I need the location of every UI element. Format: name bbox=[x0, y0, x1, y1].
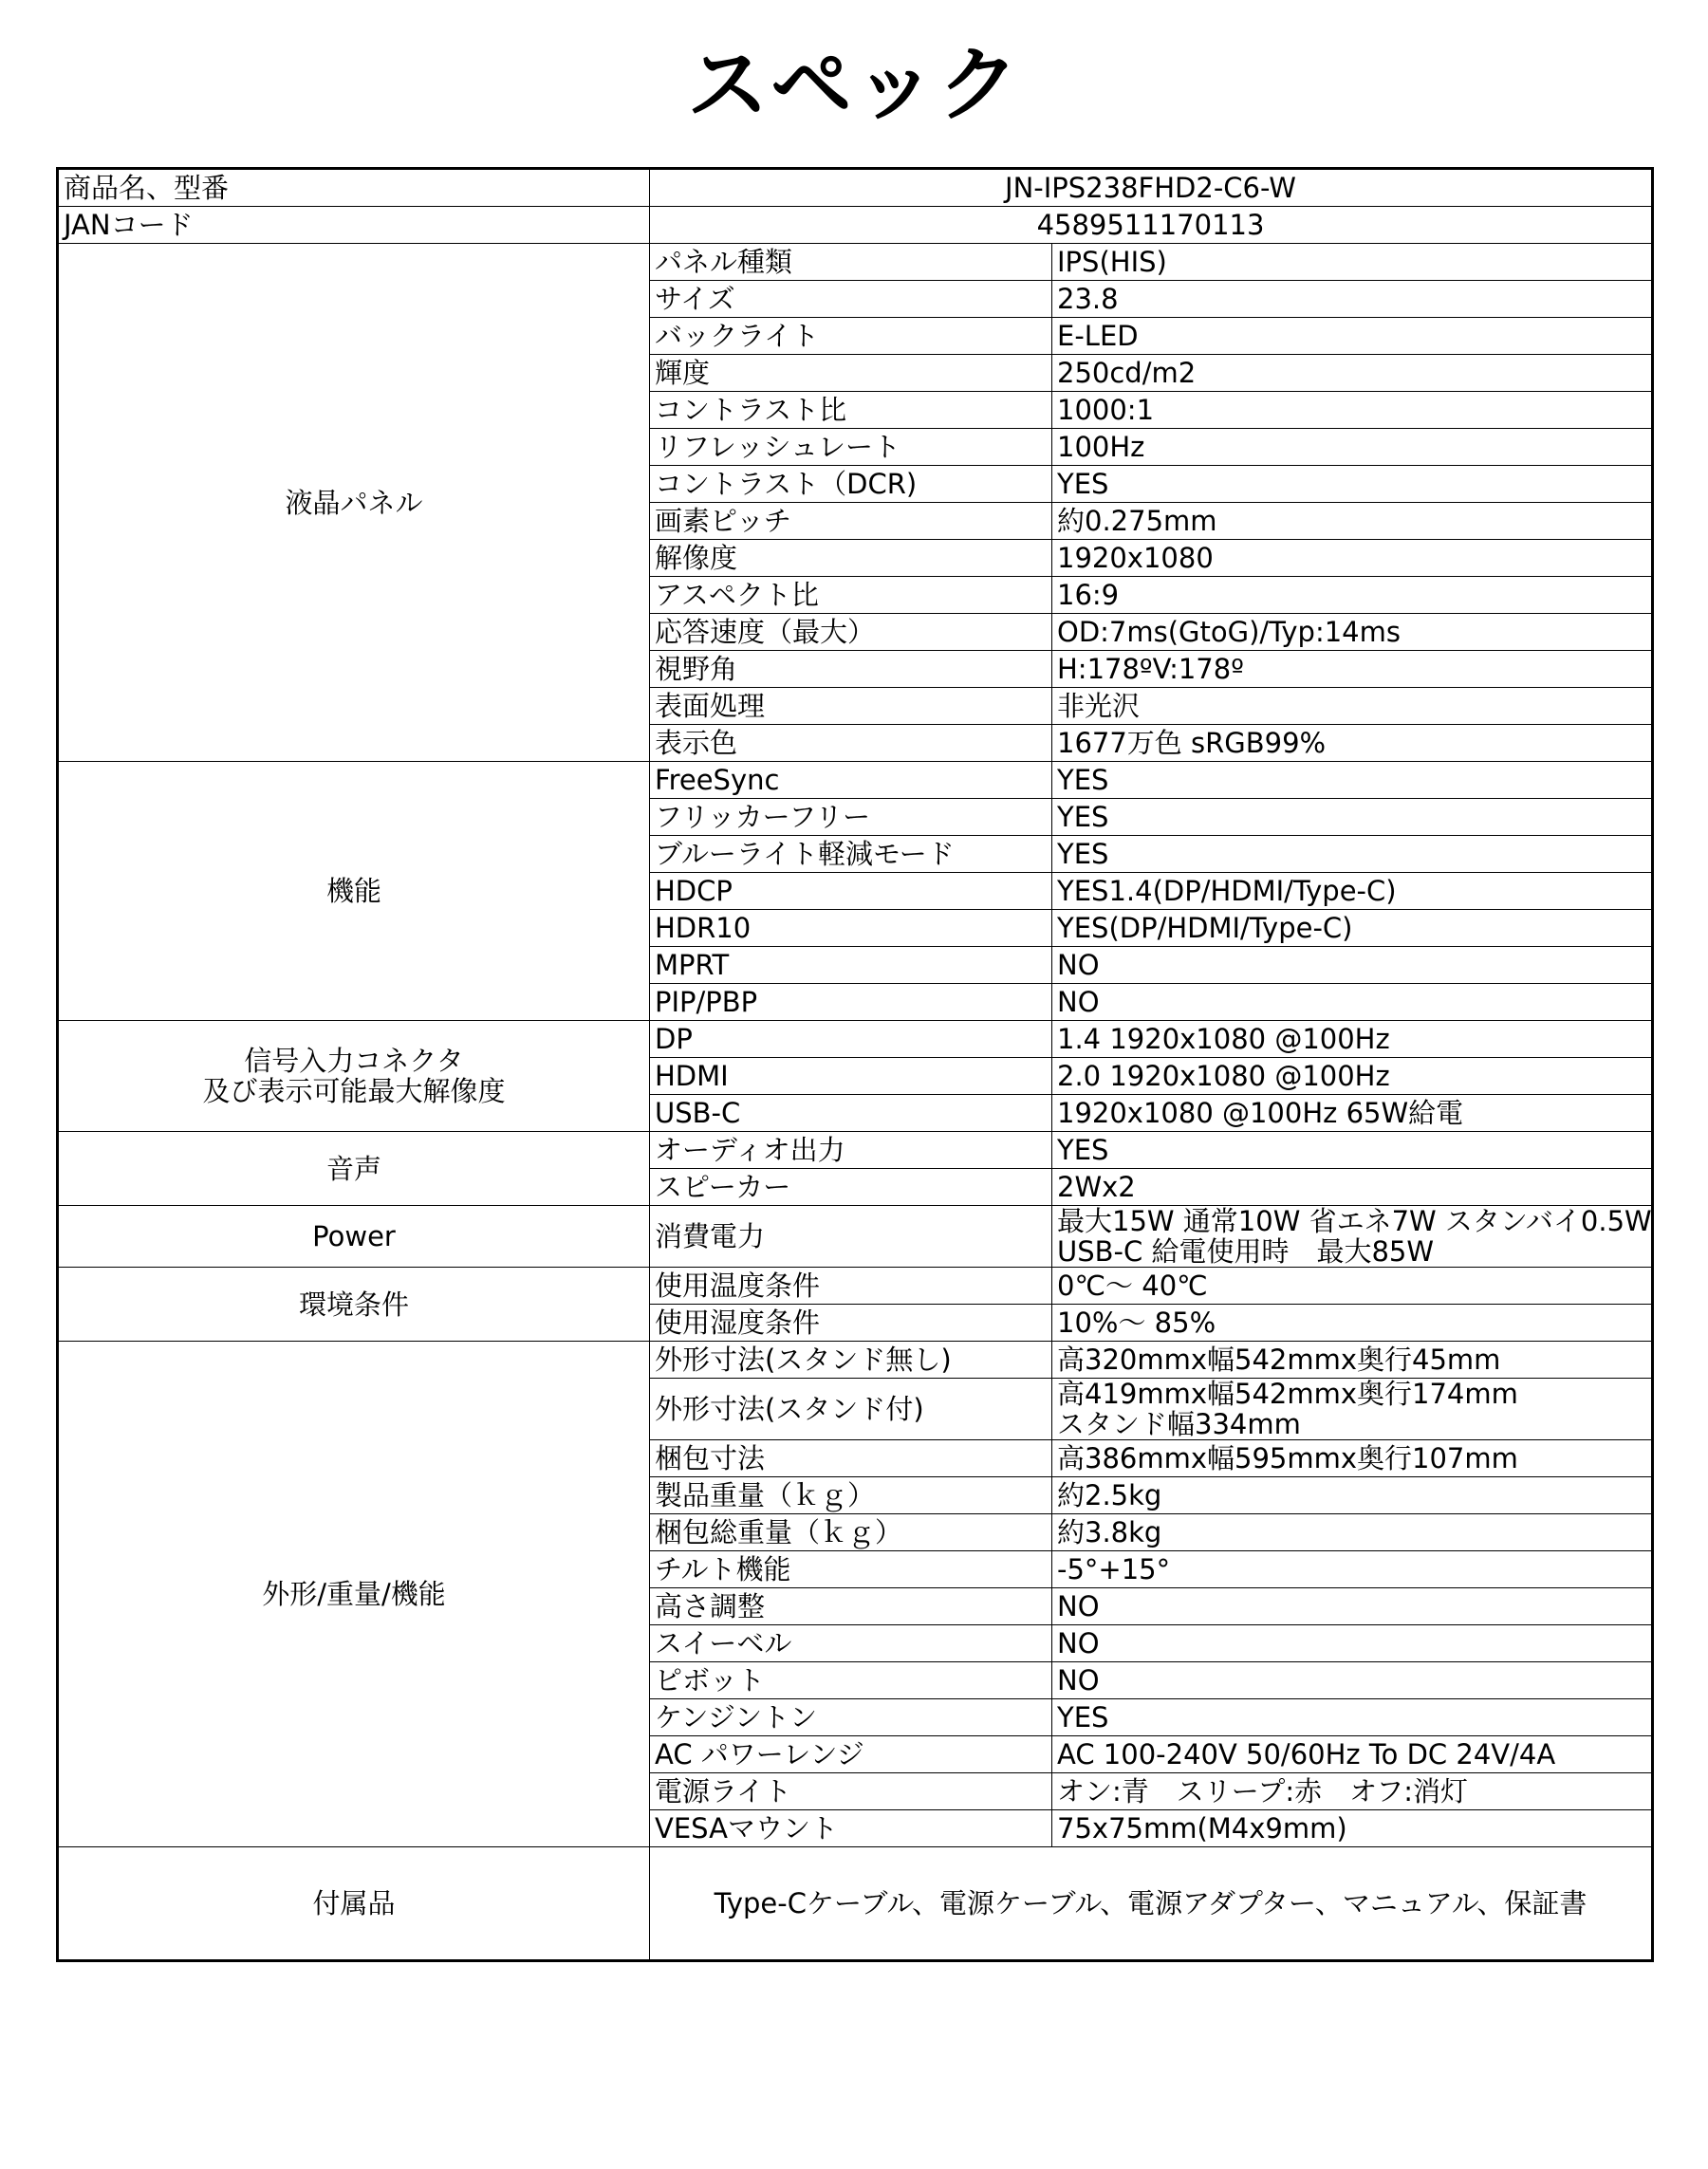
item-label: チルト機能 bbox=[650, 1551, 1052, 1588]
page-title: スペック bbox=[687, 38, 1021, 133]
item-value bbox=[1052, 984, 1653, 1021]
item-value-line: 高386mmx幅595mmx奥行107mm bbox=[1057, 1442, 1518, 1474]
item-value-line: 1677万色 sRGB99% bbox=[1057, 727, 1327, 759]
item-value bbox=[1052, 577, 1653, 614]
spec-row bbox=[58, 1342, 1653, 1379]
item-label: 外形寸法(スタンド付) bbox=[650, 1379, 1052, 1440]
item-value-line: 2.0 1920x1080 @100Hz bbox=[1057, 1060, 1390, 1092]
item-value-line: YES bbox=[1057, 801, 1109, 833]
item-label: アスペクト比 bbox=[650, 577, 1052, 614]
spec-value: 4589511170113 bbox=[650, 207, 1653, 244]
category-cell bbox=[58, 244, 650, 762]
spec-row bbox=[58, 1206, 1653, 1268]
category-cell bbox=[58, 1342, 650, 1847]
spec-row bbox=[58, 207, 1653, 244]
item-value bbox=[1052, 1268, 1653, 1305]
item-value-line: 23.8 bbox=[1057, 283, 1119, 315]
item-label: コントラスト比 bbox=[650, 392, 1052, 429]
item-label: DP bbox=[650, 1021, 1052, 1058]
item-value bbox=[1052, 1477, 1653, 1514]
item-value bbox=[1052, 1021, 1653, 1058]
item-value-line: 75x75mm(M4x9mm) bbox=[1057, 1812, 1347, 1845]
item-value-line: YES bbox=[1057, 1134, 1109, 1166]
accessories-row bbox=[58, 1847, 1653, 1961]
item-label: 使用湿度条件 bbox=[650, 1305, 1052, 1342]
category-cell bbox=[58, 1206, 650, 1268]
item-value-line: YES1.4(DP/HDMI/Type-C) bbox=[1057, 875, 1397, 907]
item-label: MPRT bbox=[650, 947, 1052, 984]
item-value bbox=[1052, 1440, 1653, 1477]
item-label: 画素ピッチ bbox=[650, 503, 1052, 540]
item-label: スピーカー bbox=[650, 1169, 1052, 1206]
item-value-line: 1920x1080 @100Hz 65W給電 bbox=[1057, 1097, 1464, 1129]
item-value bbox=[1052, 873, 1653, 910]
item-label: USB-C bbox=[650, 1095, 1052, 1132]
item-value-line: NO bbox=[1057, 1590, 1100, 1622]
item-value bbox=[1052, 1810, 1653, 1847]
item-value bbox=[1052, 1132, 1653, 1169]
item-value bbox=[1052, 1169, 1653, 1206]
item-value-line: YES bbox=[1057, 468, 1109, 500]
item-label: サイズ bbox=[650, 281, 1052, 318]
category-label: 機能 bbox=[325, 875, 381, 907]
item-value-line: 非光沢 bbox=[1057, 690, 1141, 722]
item-value-line: NO bbox=[1057, 986, 1100, 1018]
category-label: 外形/重量/機能 bbox=[262, 1578, 446, 1610]
item-value-line: 2Wx2 bbox=[1057, 1171, 1136, 1203]
item-value-line: スタンド幅334mm bbox=[1057, 1408, 1301, 1440]
item-value bbox=[1052, 1625, 1653, 1662]
item-label: HDMI bbox=[650, 1058, 1052, 1095]
item-label: 輝度 bbox=[650, 355, 1052, 392]
category-cell bbox=[58, 1268, 650, 1342]
item-value-line: 1.4 1920x1080 @100Hz bbox=[1057, 1023, 1390, 1055]
item-label: FreeSync bbox=[650, 762, 1052, 799]
item-value-line: NO bbox=[1057, 1664, 1100, 1696]
item-value-line: NO bbox=[1057, 949, 1100, 981]
item-value bbox=[1052, 836, 1653, 873]
item-value bbox=[1052, 318, 1653, 355]
item-label: 解像度 bbox=[650, 540, 1052, 577]
spec-row bbox=[58, 244, 1653, 281]
item-value-line: 16:9 bbox=[1057, 579, 1120, 611]
category-cell bbox=[58, 1132, 650, 1206]
item-label: フリッカーフリー bbox=[650, 799, 1052, 836]
item-value bbox=[1052, 244, 1653, 281]
item-value-line: YES(DP/HDMI/Type-C) bbox=[1057, 912, 1353, 944]
accessories-value: Type-Cケーブル、電源ケーブル、電源アダプター、マニュアル、保証書 bbox=[650, 1847, 1653, 1961]
item-value-line: オン:青 スリープ:赤 オフ:消灯 bbox=[1057, 1775, 1468, 1808]
category-cell bbox=[58, 1021, 650, 1132]
item-value-line: YES bbox=[1057, 1701, 1109, 1733]
item-label: 梱包寸法 bbox=[650, 1440, 1052, 1477]
item-label: 外形寸法(スタンド無し) bbox=[650, 1342, 1052, 1379]
item-value bbox=[1052, 1058, 1653, 1095]
item-value bbox=[1052, 1588, 1653, 1625]
item-value-line: USB-C 給電使用時 最大85W bbox=[1057, 1235, 1435, 1268]
item-label: HDCP bbox=[650, 873, 1052, 910]
item-value-line: NO bbox=[1057, 1627, 1100, 1659]
category-cell bbox=[58, 762, 650, 1021]
spec-row bbox=[58, 1132, 1653, 1169]
item-label: 視野角 bbox=[650, 651, 1052, 688]
item-value bbox=[1052, 762, 1653, 799]
item-label: パネル種類 bbox=[650, 244, 1052, 281]
item-value-line: YES bbox=[1057, 838, 1109, 870]
spec-row bbox=[58, 762, 1653, 799]
item-value bbox=[1052, 1699, 1653, 1736]
spec-table bbox=[56, 167, 1654, 1962]
item-value-line: AC 100-240V 50/60Hz To DC 24V/4A bbox=[1057, 1738, 1556, 1770]
item-value bbox=[1052, 281, 1653, 318]
category-label: 音声 bbox=[325, 1152, 381, 1185]
item-value-line: IPS(HIS) bbox=[1057, 246, 1167, 278]
item-value bbox=[1052, 1551, 1653, 1588]
category-label: 及び表示可能最大解像度 bbox=[202, 1075, 506, 1107]
item-label: 電源ライト bbox=[650, 1773, 1052, 1810]
item-value-line: H:178ºV:178º bbox=[1057, 653, 1244, 685]
item-value bbox=[1052, 1095, 1653, 1132]
item-value bbox=[1052, 799, 1653, 836]
item-value bbox=[1052, 725, 1653, 762]
item-value bbox=[1052, 1206, 1653, 1268]
item-label: オーディオ出力 bbox=[650, 1132, 1052, 1169]
item-label: ケンジントン bbox=[650, 1699, 1052, 1736]
item-label: 表面処理 bbox=[650, 688, 1052, 725]
item-value-line: 約2.5kg bbox=[1057, 1479, 1162, 1511]
item-value bbox=[1052, 429, 1653, 466]
item-label: 製品重量（ｋｇ） bbox=[650, 1477, 1052, 1514]
item-value bbox=[1052, 1305, 1653, 1342]
category-label: Power bbox=[312, 1220, 396, 1252]
item-value-line: 250cd/m2 bbox=[1057, 357, 1197, 389]
item-value bbox=[1052, 466, 1653, 503]
item-value bbox=[1052, 614, 1653, 651]
spec-label: 商品名、型番 bbox=[58, 169, 650, 207]
item-label: 梱包総重量（ｋｇ） bbox=[650, 1514, 1052, 1551]
item-label: ブルーライト軽減モード bbox=[650, 836, 1052, 873]
item-value bbox=[1052, 503, 1653, 540]
spec-row bbox=[58, 1021, 1653, 1058]
item-label: AC パワーレンジ bbox=[650, 1736, 1052, 1773]
item-value-line: 高419mmx幅542mmx奥行174mm bbox=[1057, 1378, 1518, 1410]
item-value bbox=[1052, 651, 1653, 688]
item-value-line: -5°+15° bbox=[1057, 1553, 1171, 1585]
item-label: VESAマウント bbox=[650, 1810, 1052, 1847]
item-value-line: YES bbox=[1057, 764, 1109, 796]
item-value-line: 0℃～ 40℃ bbox=[1057, 1270, 1208, 1302]
item-value bbox=[1052, 1342, 1653, 1379]
item-label: コントラスト（DCR) bbox=[650, 466, 1052, 503]
item-value bbox=[1052, 688, 1653, 725]
accessories-label: 付属品 bbox=[58, 1847, 650, 1961]
item-value-line: 高320mmx幅542mmx奥行45mm bbox=[1057, 1344, 1501, 1376]
item-value bbox=[1052, 1736, 1653, 1773]
item-value-line: 1920x1080 bbox=[1057, 542, 1214, 574]
item-value-line: OD:7ms(GtoG)/Typ:14ms bbox=[1057, 616, 1401, 648]
spec-row bbox=[58, 1268, 1653, 1305]
item-value bbox=[1052, 1514, 1653, 1551]
item-label: 表示色 bbox=[650, 725, 1052, 762]
item-label: PIP/PBP bbox=[650, 984, 1052, 1021]
item-value bbox=[1052, 947, 1653, 984]
item-label: リフレッシュレート bbox=[650, 429, 1052, 466]
item-value bbox=[1052, 1662, 1653, 1699]
spec-row bbox=[58, 169, 1653, 207]
item-label: スイーベル bbox=[650, 1625, 1052, 1662]
item-value-line: 10%～ 85% bbox=[1057, 1307, 1216, 1339]
item-value-line: 100Hz bbox=[1057, 431, 1145, 463]
item-value-line: E-LED bbox=[1057, 320, 1139, 352]
item-value bbox=[1052, 540, 1653, 577]
item-label: 消費電力 bbox=[650, 1206, 1052, 1268]
item-label: HDR10 bbox=[650, 910, 1052, 947]
item-value bbox=[1052, 1379, 1653, 1440]
item-value-line: 約3.8kg bbox=[1057, 1516, 1162, 1548]
item-label: 使用温度条件 bbox=[650, 1268, 1052, 1305]
item-label: 応答速度（最大） bbox=[650, 614, 1052, 651]
item-value bbox=[1052, 910, 1653, 947]
item-value-line: 約0.275mm bbox=[1057, 505, 1217, 537]
item-label: ピボット bbox=[650, 1662, 1052, 1699]
item-value bbox=[1052, 1773, 1653, 1810]
category-label: 環境条件 bbox=[298, 1288, 409, 1321]
item-value-line: 最大15W 通常10W 省エネ7W スタンバイ0.5W bbox=[1057, 1205, 1652, 1237]
item-value-line: 1000:1 bbox=[1057, 394, 1155, 426]
item-label: バックライト bbox=[650, 318, 1052, 355]
item-label: 高さ調整 bbox=[650, 1588, 1052, 1625]
category-label: 液晶パネル bbox=[285, 486, 423, 519]
spec-label: JANコード bbox=[58, 207, 650, 244]
spec-value: JN-IPS238FHD2-C6-W bbox=[650, 169, 1653, 207]
item-value bbox=[1052, 392, 1653, 429]
category-label: 信号入力コネクタ bbox=[244, 1045, 464, 1077]
item-value bbox=[1052, 355, 1653, 392]
